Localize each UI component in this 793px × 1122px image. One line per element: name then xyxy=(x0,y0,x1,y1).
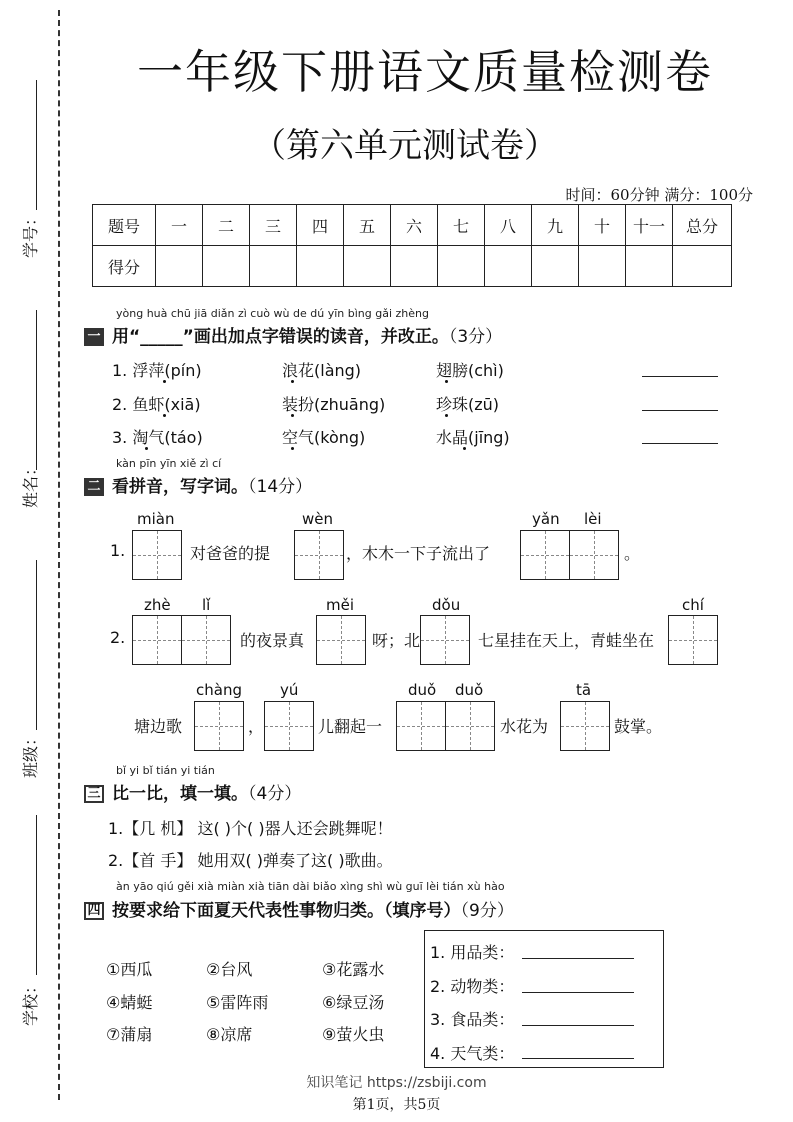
writing-grid[interactable] xyxy=(264,701,314,751)
writing-grid[interactable] xyxy=(420,615,470,665)
sec4-item: ⑨萤火虫 xyxy=(322,1025,385,1044)
emphasis-dot xyxy=(291,414,294,417)
sec1-score: （3分） xyxy=(448,327,503,347)
sec4-pinyin: àn yāo qiú gěi xià miàn xià tiān dài biǎo xìng shì wù guī lèi tián xù hào xyxy=(116,880,505,893)
emphasis-dot xyxy=(291,447,294,450)
score-input-cell[interactable] xyxy=(156,246,203,287)
sec2-q1-number: 1. xyxy=(110,541,126,560)
sec2-q1-text: ，木木一下子流出了 xyxy=(346,544,491,563)
pinyin-prompt: yú xyxy=(280,681,299,699)
pinyin-prompt: wèn xyxy=(302,510,334,528)
name-line xyxy=(36,310,37,470)
category-answer-line[interactable] xyxy=(522,958,634,959)
score-input-cell[interactable] xyxy=(391,246,438,287)
category-label: 2. 动物类： xyxy=(430,977,515,996)
score-header-cell: 八 xyxy=(485,205,532,246)
school-line xyxy=(36,815,37,975)
category-label: 3. 食品类： xyxy=(430,1010,515,1029)
category-label: 4. 天气类： xyxy=(430,1044,515,1063)
class-line xyxy=(36,560,37,730)
sec2-q3-text: 儿翻起一 xyxy=(318,717,383,736)
sec4-item: ③花露水 xyxy=(322,960,385,979)
page-subtitle: （第六单元测试卷） xyxy=(252,126,558,166)
sec2-q2-text: 的夜景真 xyxy=(240,631,305,650)
sec4-title: 按要求给下面夏天代表性事物归类。（填序号） xyxy=(112,901,461,921)
sec4-item: ⑥绿豆汤 xyxy=(322,993,385,1012)
page-title: 一年级下册语文质量检测卷 xyxy=(137,45,713,99)
pinyin-prompt: duǒ xyxy=(408,681,437,699)
score-input-cell[interactable] xyxy=(344,246,391,287)
pinyin-prompt: zhè xyxy=(144,596,171,614)
sec1-item: 浪花(làng) xyxy=(282,361,362,380)
emphasis-dot xyxy=(163,380,166,383)
writing-grid[interactable] xyxy=(132,530,182,580)
writing-grid[interactable] xyxy=(294,530,344,580)
writing-grid[interactable] xyxy=(668,615,718,665)
score-table xyxy=(92,204,732,287)
sec1-item: 3. 淘气(táo) xyxy=(112,428,203,447)
pinyin-prompt: tā xyxy=(576,681,592,699)
sec1-answer-line[interactable] xyxy=(642,376,718,377)
score-input-cell[interactable] xyxy=(297,246,344,287)
category-answer-line[interactable] xyxy=(522,992,634,993)
sec2-number: 二 xyxy=(84,478,104,496)
pinyin-prompt: yǎn xyxy=(532,510,560,528)
writing-grid[interactable] xyxy=(560,701,610,751)
score-input-cell[interactable] xyxy=(485,246,532,287)
score-input-cell[interactable] xyxy=(626,246,673,287)
score-input-cell[interactable] xyxy=(203,246,250,287)
sec2-q2-text: 呀；北 xyxy=(372,631,421,650)
pinyin-prompt: měi xyxy=(326,596,355,614)
category-answer-line[interactable] xyxy=(522,1025,634,1026)
page-number: 第1页，共5页 xyxy=(352,1097,441,1113)
emphasis-dot xyxy=(145,447,148,450)
sec2-heading xyxy=(84,472,312,497)
sec3-title: 比一比，填一填。 xyxy=(112,784,248,804)
pinyin-prompt: chàng xyxy=(196,681,242,699)
emphasis-dot xyxy=(445,414,448,417)
sec1-title: 用“_____”画出加点字错误的读音，并改正。 xyxy=(112,327,449,347)
sec4-item: ①西瓜 xyxy=(106,960,153,979)
sec4-item: ⑧凉席 xyxy=(206,1025,253,1044)
writing-grid[interactable] xyxy=(396,701,495,751)
name-label: 姓名： xyxy=(21,459,40,508)
emphasis-dot xyxy=(291,380,294,383)
sec1-answer-line[interactable] xyxy=(642,410,718,411)
sec2-q2-number: 2. xyxy=(110,628,126,647)
pinyin-prompt: miàn xyxy=(137,510,175,528)
sec2-title: 看拼音，写字词。 xyxy=(112,477,248,497)
sec2-q1-text: 。 xyxy=(624,544,641,563)
writing-grid[interactable] xyxy=(132,615,231,665)
score-header-cell: 十一 xyxy=(626,205,673,246)
category-label: 1. 用品类： xyxy=(430,943,515,962)
sec4-item: ⑦蒲扇 xyxy=(106,1025,153,1044)
score-table-score-row xyxy=(93,246,732,287)
sec2-q3-text: 塘边歌 xyxy=(134,717,183,736)
school-label: 学校： xyxy=(21,977,40,1026)
pinyin-prompt: duǒ xyxy=(455,681,484,699)
sec1-heading xyxy=(84,322,502,347)
sec1-pinyin: yòng huà chū jiā diǎn zì cuò wù de dú yīn bìng gǎi zhèng xyxy=(116,307,429,320)
sec1-item: 2. 鱼虾(xiā) xyxy=(112,395,201,414)
sec4-item: ②台风 xyxy=(206,960,253,979)
score-header-cell: 六 xyxy=(391,205,438,246)
class-label: 班级： xyxy=(21,729,40,778)
writing-grid[interactable] xyxy=(316,615,366,665)
sec2-pinyin: kàn pīn yīn xiě zì cí xyxy=(116,457,222,470)
sec3-score: （4分） xyxy=(248,784,302,804)
sec1-answer-line[interactable] xyxy=(642,443,718,444)
sec4-number: 四 xyxy=(84,902,104,920)
writing-grid[interactable] xyxy=(520,530,619,580)
sec2-score: （14分） xyxy=(248,477,313,497)
score-header-cell: 七 xyxy=(438,205,485,246)
sec3-number: 三 xyxy=(84,785,104,803)
score-header-cell: 五 xyxy=(344,205,391,246)
emphasis-dot xyxy=(163,414,166,417)
score-input-cell[interactable] xyxy=(438,246,485,287)
score-header-cell: 总分 xyxy=(673,205,732,246)
emphasis-dot xyxy=(463,447,466,450)
sec1-item: 珍珠(zū) xyxy=(436,395,500,414)
score-header-cell: 一 xyxy=(156,205,203,246)
score-input-cell[interactable] xyxy=(250,246,297,287)
watermark-text: 知识笔记 https://zsbiji.com xyxy=(306,1075,487,1091)
time-score-meta: 时间：60分钟 满分：100分 xyxy=(565,186,753,204)
sec1-number: 一 xyxy=(84,328,104,346)
sec3-q2[interactable]: 2.【首 手】 她用双( )弹奏了这( )歌曲。 xyxy=(108,851,393,870)
emphasis-dot xyxy=(445,380,448,383)
sec2-q3-text: ， xyxy=(248,717,265,736)
score-input-cell[interactable] xyxy=(673,246,732,287)
pinyin-prompt: lǐ xyxy=(202,596,211,614)
score-input-cell[interactable] xyxy=(532,246,579,287)
sec2-q1-text: 对爸爸的提 xyxy=(190,544,271,563)
sec4-item: ⑤雷阵雨 xyxy=(206,993,269,1012)
student-id-line xyxy=(36,80,37,210)
pinyin-prompt: dǒu xyxy=(432,596,461,614)
sec1-item: 水晶(jīng) xyxy=(436,428,510,447)
sec2-q2-text: 七星挂在天上，青蛙坐在 xyxy=(478,631,655,650)
sec1-item: 翅膀(chì) xyxy=(436,361,504,380)
sec3-pinyin: bǐ yi bǐ tián yi tián xyxy=(116,764,215,777)
score-header-cell: 三 xyxy=(250,205,297,246)
sec1-item: 1. 浮萍(pín) xyxy=(112,361,202,380)
writing-grid[interactable] xyxy=(194,701,244,751)
sec4-score: （9分） xyxy=(460,901,514,921)
sec1-item: 装扮(zhuāng) xyxy=(282,395,386,414)
score-row-label: 得分 xyxy=(93,246,156,287)
score-header-cell: 九 xyxy=(532,205,579,246)
score-header-cell: 十 xyxy=(579,205,626,246)
sec3-q1[interactable]: 1.【几 机】 这( )个( )器人还会跳舞呢！ xyxy=(108,819,393,838)
sec4-item: ④蜻蜓 xyxy=(106,993,153,1012)
binding-dashed-line xyxy=(58,10,60,1100)
sec3-heading xyxy=(84,779,301,804)
sec2-q3-text: 鼓掌。 xyxy=(614,717,663,736)
pinyin-prompt: chí xyxy=(682,596,704,614)
category-answer-line[interactable] xyxy=(522,1058,634,1059)
score-input-cell[interactable] xyxy=(579,246,626,287)
pinyin-prompt: lèi xyxy=(584,510,602,528)
score-header-cell: 题号 xyxy=(93,205,156,246)
student-id-label: 学号： xyxy=(21,209,40,258)
sec4-heading xyxy=(84,896,514,921)
score-table-header-row xyxy=(93,205,732,246)
score-header-cell: 二 xyxy=(203,205,250,246)
sec1-item: 空气(kòng) xyxy=(282,428,366,447)
score-header-cell: 四 xyxy=(297,205,344,246)
sec2-q3-text: 水花为 xyxy=(500,717,549,736)
